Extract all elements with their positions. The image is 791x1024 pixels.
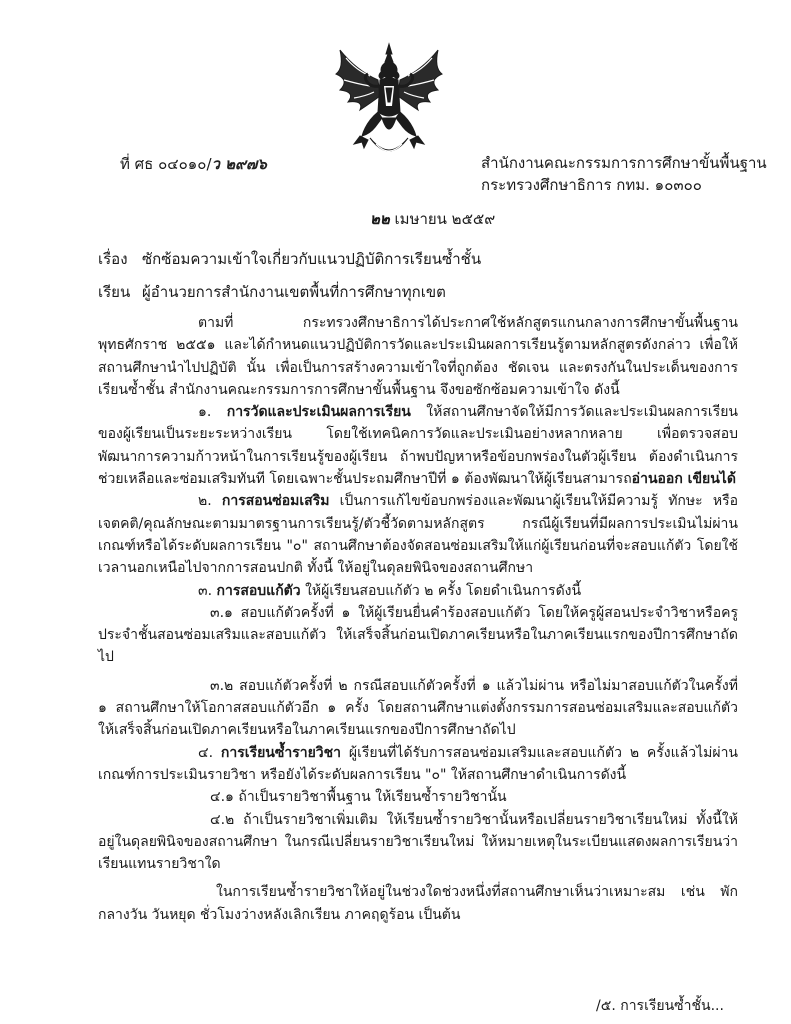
section-4-1: ๔.๑ ถ้าเป็นรายวิชาพื้นฐาน ให้เรียนซ้ำรายวิชานั้น <box>210 789 507 806</box>
reference-handwritten-number: ว ๒๙๗๖ <box>211 155 267 173</box>
subject-text: ซักซ้อมความเข้าใจเกี่ยวกับแนวปฏิบัติการเรียนซ้ำชั้น <box>142 250 482 268</box>
garuda-emblem-icon <box>326 40 452 166</box>
subject-line <box>98 247 481 271</box>
office-address: กระทรวงศึกษาธิการ กทม. ๑๐๓๐๐ <box>481 176 702 194</box>
section-3-1: ๓.๑ สอบแก้ตัวครั้งที่ ๑ ให้ผู้เรียนยื่นคำร้องสอบแก้ตัว โดยให้ครูผู้สอนประจำวิชาหรือครูประจำชั้นสอนซ่อมเสริมและสอบแก้ตัว ให้เสร็จสิ้นก่อนเปิดภาคเรียนหรือในภาคเรียนแรกของปีการศึกษาถัดไป <box>98 604 738 666</box>
section-4-note: ในการเรียนซ้ำรายวิชาให้อยู่ในช่วงใดช่วงหนึ่งที่สถานศึกษาเห็นว่าเหมาะสม เช่น พักกลางวัน วันหยุด ชั่วโมงว่างหลังเลิกเรียน ภาคฤดูร้อน เป็นต้น <box>98 884 738 923</box>
section-4-2: ๔.๒ ถ้าเป็นรายวิชาเพิ่มเติม ให้เรียนซ้ำรายวิชานั้นหรือเปลี่ยนรายวิชาเรียนใหม่ ทั้งนี้ให้อยู่ในดุลยพินิจของสถานศึกษา ในกรณีเปลี่ยนรายวิชาเรียนใหม่ ให้หมายเหตุในระเบียนแสดงผลการเรียนว่าเรียนแทนรายวิชาใด <box>98 811 738 873</box>
section-2 <box>98 490 738 579</box>
section-3-2: ๓.๒ สอบแก้ตัวครั้งที่ ๒ กรณีสอบแก้ตัวครั้งที่ ๑ แล้วไม่ผ่าน หรือไม่มาสอบแก้ตัวในครั้งที่ ๑ สถานศึกษาให้โอกาสสอบแก้ตัวอีก ๑ ครั้ง โดยสถานศึกษาแต่งตั้งกรรมการสอนซ่อมเสริมและสอบแก้ตัว ให้เสร็จสิ้นก่อนเปิดภาคเรียนหรือในภาคเรียนแรกของปีการศึกษาถัดไป <box>98 677 738 739</box>
section-3-text: ให้ผู้เรียนสอบแก้ตัว ๒ ครั้ง โดยดำเนินการดังนี้ <box>300 582 582 599</box>
continued-marker: /๕. การเรียนซ้ำชั้น... <box>596 998 724 1014</box>
section-3-number: ๓. <box>198 582 217 599</box>
letter-body <box>98 312 738 926</box>
section-1-number: ๑. <box>198 404 227 421</box>
section-3 <box>98 580 738 602</box>
recipient-line <box>98 280 446 304</box>
section-2-title: การสอนซ่อมเสริม <box>221 493 330 510</box>
issuing-office <box>481 152 767 196</box>
section-4-text: ผู้เรียนที่ได้รับการสอนซ่อมเสริมและสอบแก้ตัว ๒ ครั้งแล้วไม่ผ่านเกณฑ์การประเมินรายวิชา หรือยังได้ระดับผลการเรียน "๐" ให้สถานศึกษาดำเนินการดังนี้ <box>98 744 739 783</box>
subject-label: เรื่อง <box>98 250 128 268</box>
section-2-number: ๒. <box>198 493 222 510</box>
date-month-year: เมษายน ๒๕๕๙ <box>389 210 496 228</box>
section-1 <box>98 401 738 490</box>
section-4-title: การเรียนซ้ำรายวิชา <box>220 744 342 761</box>
section-4-number: ๔. <box>198 744 221 761</box>
recipient-text: ผู้อำนวยการสำนักงานเขตพื้นที่การศึกษาทุกเขต <box>142 283 446 301</box>
intro-paragraph: ตามที่ กระทรวงศึกษาธิการได้ประกาศใช้หลักสูตรแกนกลางการศึกษาขั้นพื้นฐาน พุทธศักราช ๒๕๕๑ และได้กำหนดแนวปฏิบัติการวัดและประเมินผลการเรียนรู้ตามหลักสูตรดังกล่าว เพื่อให้สถานศึกษานำไปปฏิบัติ นั้น เพื่อเป็นการสร้างความเข้าใจที่ถูกต้อง ชัดเจน และตรงกันในประเด็นของการเรียนซ้ำชั้น สำนักงานคณะกรรมการการศึกษาขั้นพื้นฐาน จึงขอซักซ้อมความเข้าใจ ดังนี้ <box>98 315 738 398</box>
section-2-text: เป็นการแก้ไขข้อบกพร่องและพัฒนาผู้เรียนให้มีความรู้ ทักษะ หรือเจตคติ/คุณลักษณะตามมาตรฐานการเรียนรู้/ตัวชี้วัดตามหลักสูตร กรณีผู้เรียนที่มีผลการประเมินไม่ผ่านเกณฑ์หรือได้ระดับผลการเรียน "๐" สถานศึกษาต้องจัดสอนซ่อมเสริมให้แก่ผู้เรียนก่อนที่จะสอบแก้ตัว โดยใช้เวลานอกเหนือไปจากการสอนปกติ ทั้งนี้ ให้อยู่ในดุลยพินิจของสถานศึกษา <box>98 493 738 577</box>
reference-number <box>120 152 267 176</box>
letter-date <box>370 207 495 231</box>
section-1-emphasis: อ่านออก เขียนได้ <box>631 471 736 488</box>
section-4 <box>98 742 738 787</box>
date-day: ๒๒ <box>370 210 390 228</box>
section-1-title: การวัดและประเมินผลการเรียน <box>226 404 411 421</box>
recipient-label: เรียน <box>98 283 131 301</box>
section-3-title: การสอบแก้ตัว <box>216 582 301 599</box>
office-name: สำนักงานคณะกรรมการการศึกษาขั้นพื้นฐาน <box>481 154 767 172</box>
section-1-text: ให้สถานศึกษาจัดให้มีการวัดและประเมินผลการเรียนของผู้เรียนเป็นระยะระหว่างเรียน โดยใช้เทคนิคการวัดและประเมินอย่างหลากหลาย เพื่อตรวจสอบพัฒนาการความก้าวหน้าในการเรียนรู้ของผู้เรียน ถ้าพบปัญหาหรือข้อบกพร่องในตัวผู้เรียน ต้องดำเนินการช่วยเหลือและซ่อมเสริมทันที โดยเฉพาะชั้นประถมศึกษาปีที่ ๑ ต้องพัฒนาให้ผู้เรียนสามารถ <box>98 404 738 488</box>
reference-prefix: ที่ ศธ ๐๔๐๑๐/ <box>120 155 212 173</box>
